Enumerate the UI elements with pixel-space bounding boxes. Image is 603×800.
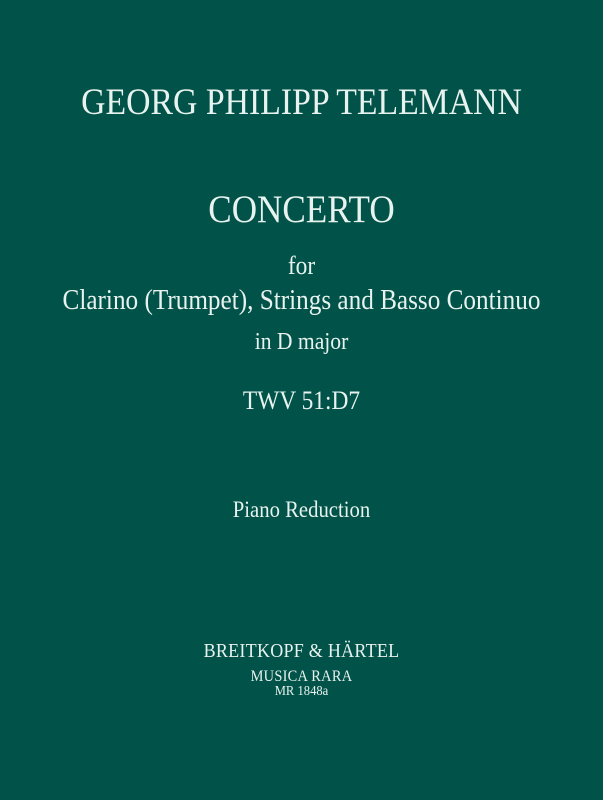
plate-number: MR 1848a: [274, 684, 329, 699]
imprint-name: MUSICA RARA: [250, 668, 353, 685]
key-line: in D major: [254, 329, 349, 355]
instrumentation-line: Clarino (Trumpet), Strings and Basso Continuo: [62, 285, 541, 316]
edition-type: Piano Reduction: [232, 497, 371, 522]
work-title: CONCERTO: [208, 188, 395, 231]
for-label: for: [287, 251, 316, 280]
composer-name: GEORG PHILIPP TELEMANN: [81, 82, 522, 123]
publisher-name: BREITKOPF & HÄRTEL: [203, 640, 400, 662]
catalog-number: TWV 51:D7: [242, 386, 361, 415]
